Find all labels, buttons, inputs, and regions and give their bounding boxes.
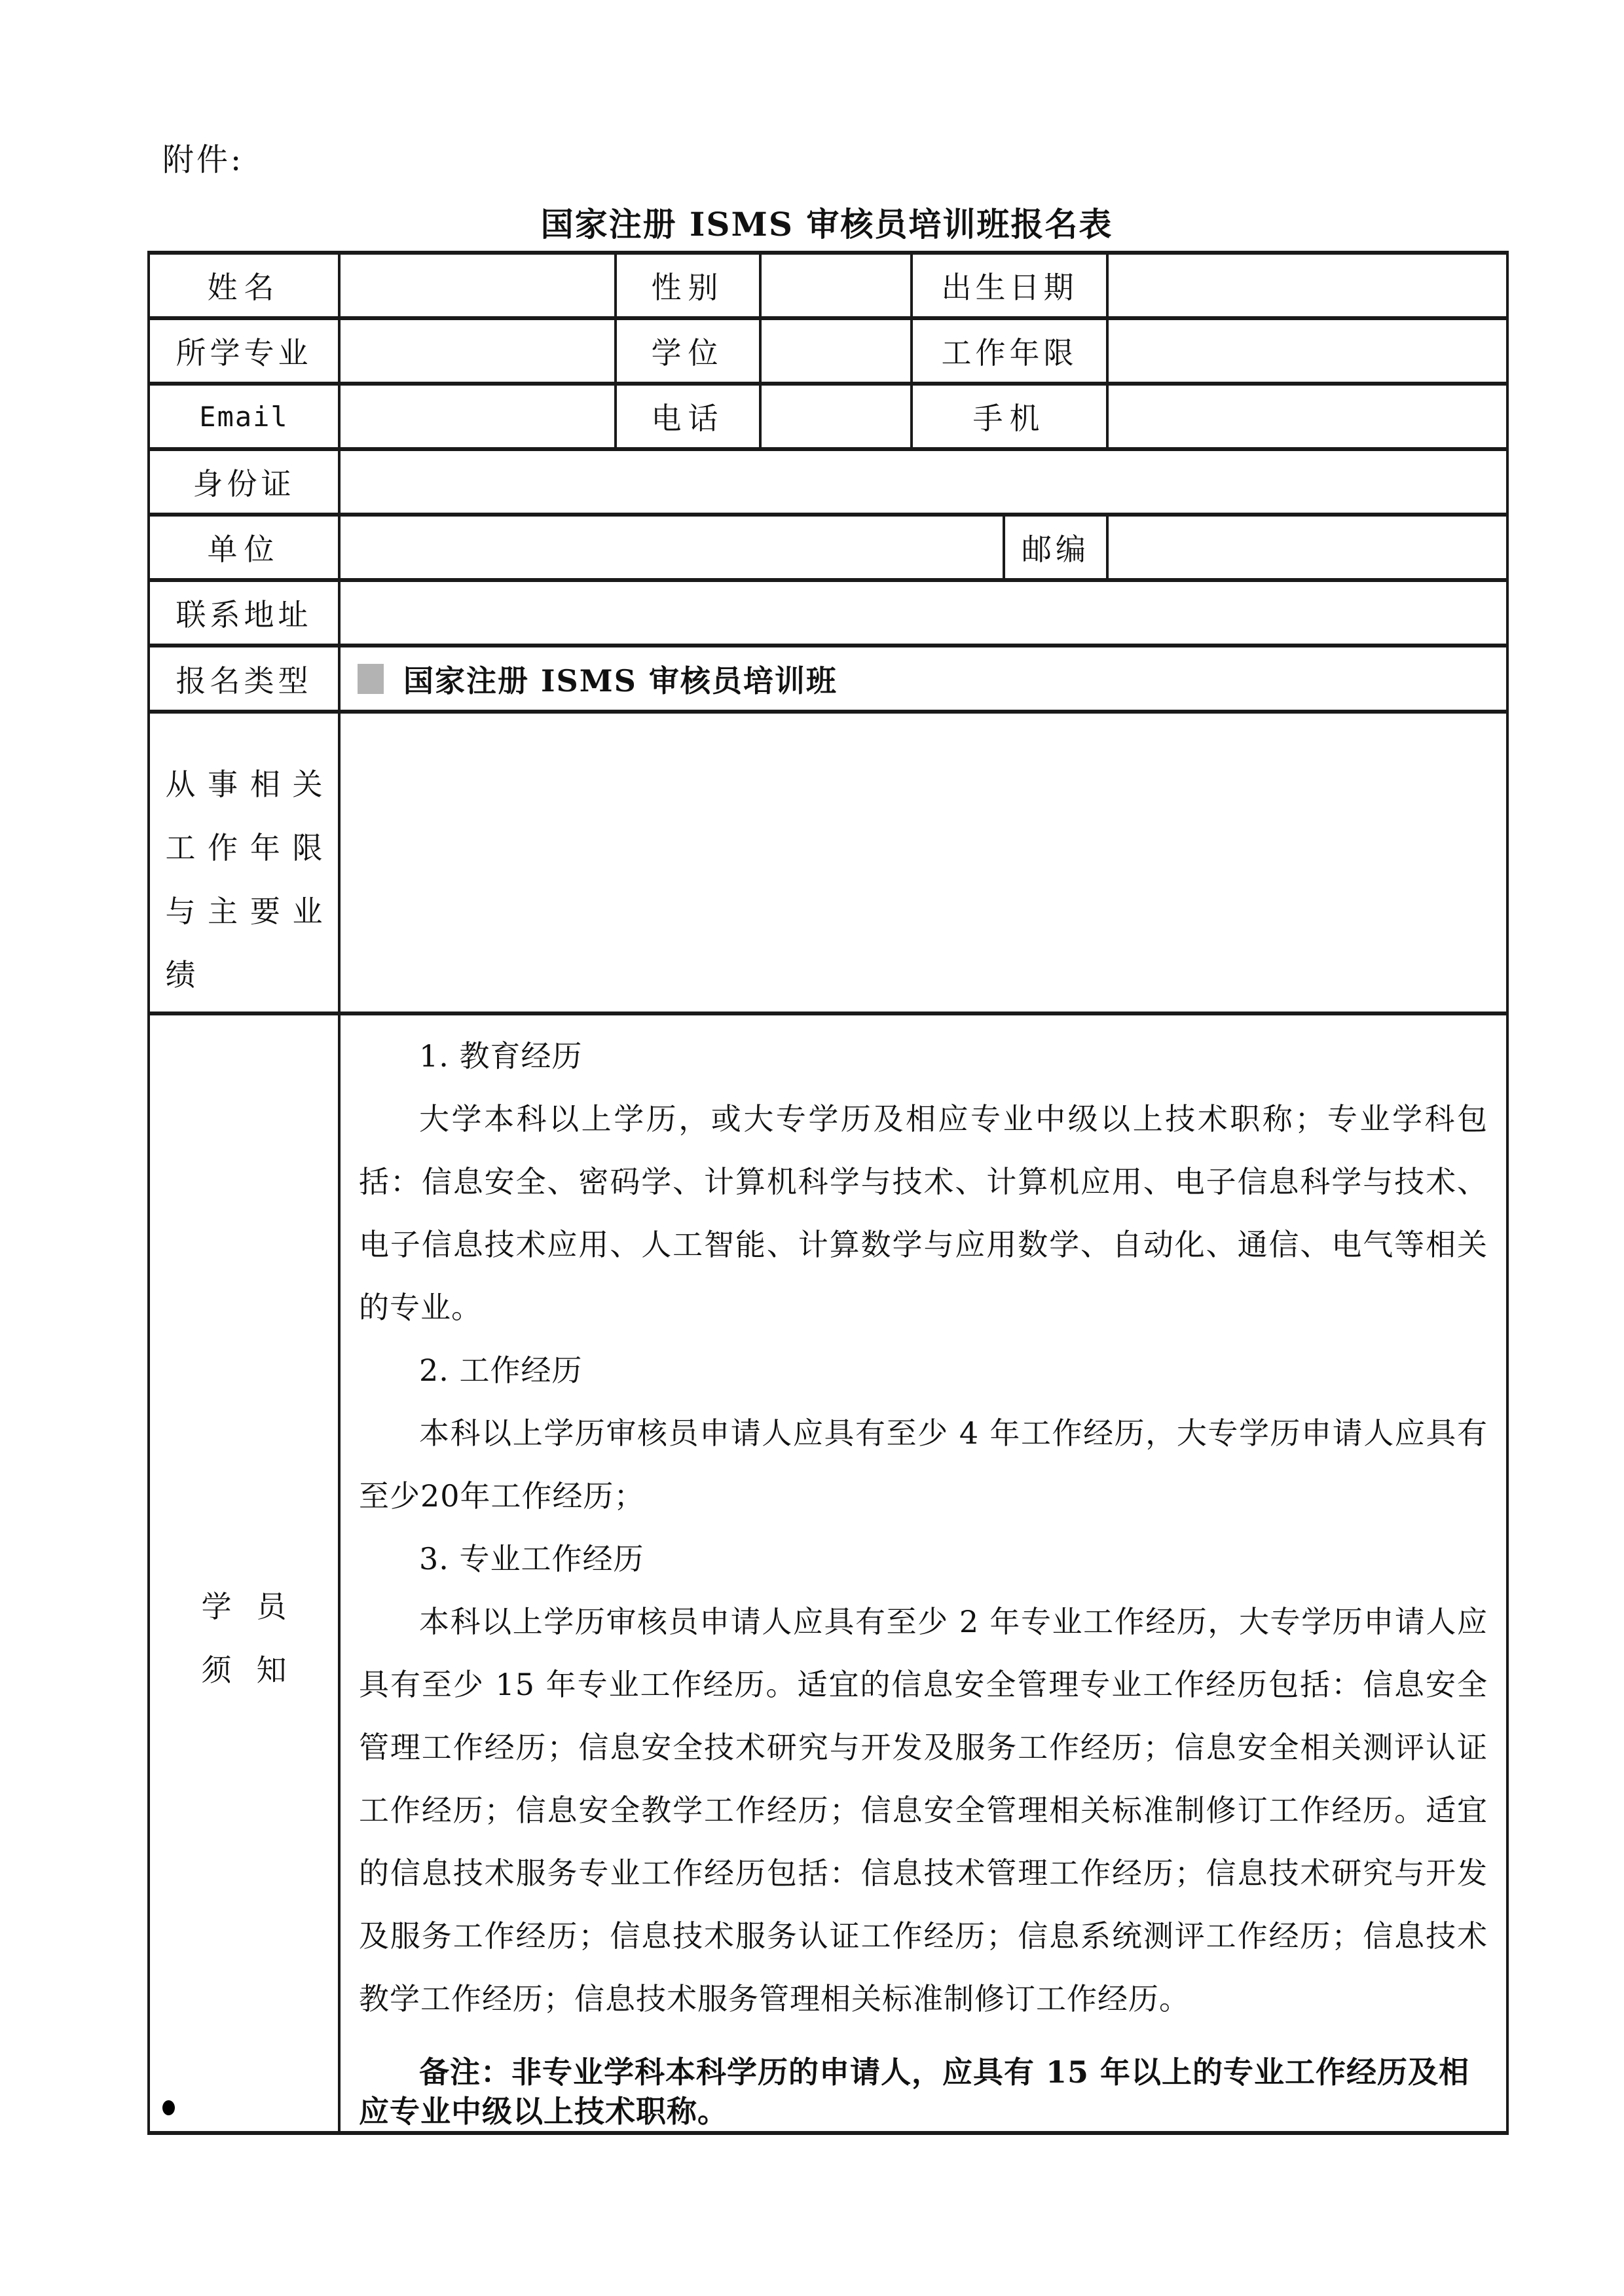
degree-value-cell[interactable] xyxy=(760,318,912,384)
experience-label-line: 工 作 年 限 xyxy=(165,829,323,866)
gender-value-cell[interactable] xyxy=(760,253,912,318)
checked-box-icon[interactable] xyxy=(358,664,384,694)
table-row xyxy=(149,646,1507,712)
mobile-value-cell[interactable] xyxy=(1107,384,1507,449)
work-heading: 2. 工作经历 xyxy=(419,1353,583,1388)
work-body: 本科以上学历审核员申请人应具有至少 4 年工作经历，大专学历申请人应具有至少20年工作经历； xyxy=(359,1415,1488,1514)
id-card-value-cell[interactable] xyxy=(339,449,1507,515)
table-row xyxy=(149,253,1507,318)
id-card-label: 身份证 xyxy=(149,449,339,515)
experience-label-line: 从 事 相 关 xyxy=(165,766,323,802)
org-value-cell[interactable] xyxy=(339,515,1004,580)
major-value-cell[interactable] xyxy=(339,318,616,384)
experience-label-line: 绩 xyxy=(165,957,196,993)
table-row xyxy=(149,318,1507,384)
remark-note: 备注：非专业学科本科学历的申请人，应具有 15 年以上的专业工作经历及相应专业中级以上技术职称。 xyxy=(359,2054,1470,2129)
zip-value-cell[interactable] xyxy=(1107,515,1507,580)
address-label: 联系地址 xyxy=(149,580,339,646)
table-row xyxy=(149,712,1507,1013)
phone-value-cell[interactable] xyxy=(760,384,912,449)
professional-heading: 3. 专业工作经历 xyxy=(419,1541,644,1576)
notes-label-cell xyxy=(149,1013,339,2133)
reg-type-label: 报名类型 xyxy=(149,646,339,712)
degree-label: 学位 xyxy=(616,318,760,384)
registration-table xyxy=(147,251,1509,2135)
experience-value-cell[interactable] xyxy=(339,712,1507,1013)
org-label: 单位 xyxy=(149,515,339,580)
name-value-cell[interactable] xyxy=(339,253,616,318)
table-row xyxy=(149,580,1507,646)
gender-label: 性别 xyxy=(616,253,760,318)
education-body: 大学本科以上学历，或大专学历及相应专业中级以上技术职称；专业学科包括：信息安全、密码学、计算机科学与技术、计算机应用、电子信息科学与技术、电子信息技术应用、人工智能、计算数学与应用数学、自动化、通信、电气等相关的专业。 xyxy=(359,1101,1488,1325)
zip-label: 邮编 xyxy=(1004,515,1107,580)
table-row xyxy=(149,515,1507,580)
education-heading: 1. 教育经历 xyxy=(419,1038,583,1074)
work-years-label: 工作年限 xyxy=(912,318,1107,384)
mobile-label: 手机 xyxy=(912,384,1107,449)
email-value-cell[interactable] xyxy=(339,384,616,449)
reg-type-value: 国家注册 ISMS 审核员培训班 xyxy=(403,663,838,699)
experience-label-cell xyxy=(149,712,339,1013)
birthdate-value-cell[interactable] xyxy=(1107,253,1507,318)
bullet-icon xyxy=(162,2100,175,2115)
major-label: 所学专业 xyxy=(149,318,339,384)
name-label: 姓名 xyxy=(149,253,339,318)
page-title: 国家注册 ISMS 审核员培训班报名表 xyxy=(540,205,1113,244)
experience-label-line: 与 主 要 业 xyxy=(165,893,323,929)
birthdate-label: 出生日期 xyxy=(912,253,1107,318)
table-row xyxy=(149,449,1507,515)
address-value-cell[interactable] xyxy=(339,580,1507,646)
table-row xyxy=(149,384,1507,449)
work-years-value-cell[interactable] xyxy=(1107,318,1507,384)
reg-type-cell xyxy=(339,646,1507,712)
notes-label-line: 须 知 xyxy=(201,1652,287,1688)
phone-label: 电话 xyxy=(616,384,760,449)
table-row xyxy=(149,1013,1507,2133)
notes-content-cell xyxy=(339,1013,1507,2133)
notes-label-line: 学 员 xyxy=(201,1589,287,1624)
email-label: Email xyxy=(149,384,339,449)
attachment-label: 附件: xyxy=(162,141,244,178)
professional-body: 本科以上学历审核员申请人应具有至少 2 年专业工作经历，大专学历申请人应具有至少 15 年专业工作经历。适宜的信息安全管理专业工作经历包括：信息安全管理工作经历；信息安全技术研究与开发及服务工作经历；信息安全相关测评认证工作经历；信息安全教学工作经历；信息安全管理相关标准制修订工作经历。适宜的信息技术服务专业工作经历包括：信息技术管理工作经历；信息技术研究与开发及服务工作经历；信息技术服务认证工作经历；信息系统测评工作经历；信息技术教学工作经历；信息技术服务管理相关标准制修订工作经历。 xyxy=(359,1604,1488,2016)
